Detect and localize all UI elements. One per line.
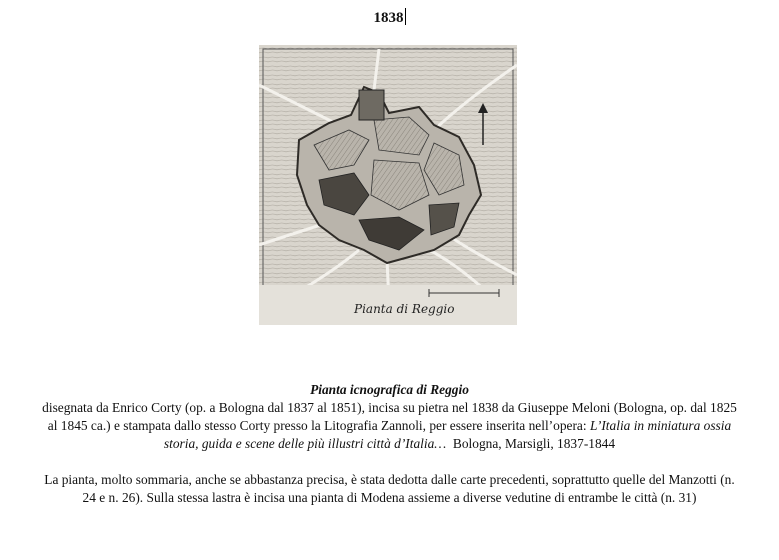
caption-description [40,399,739,453]
map-engraving-image [259,45,517,325]
map-caption [40,381,739,507]
map-inscription: Pianta di Reggio [354,302,455,316]
map-drawing [259,45,517,325]
caption-title: Pianta icnografica di Reggio [310,382,469,397]
caption-description-text: disegnata da Enrico Corty (op. a Bologna dal 1837 al 1851), incisa su pietra nel 1838 da Giuseppe Meloni (Bologna, op. dal 1825 al 1845 ca.) e stampata dallo stesso Corty presso la Litografia Zannoli, per essere inserita nell’opera: [42,400,737,433]
caption-work-title: L’Italia in miniatura ossia storia, guida e scene delle più illustri città d’Italia… [163,418,732,451]
text-cursor [405,8,406,25]
caption-note: La pianta, molto sommaria, anche se abbastanza precisa, è stata dedotta dalle carte precedenti, soprattutto quelle del Manzotti (n. 24 e n. 26). Sulla stessa lastra è incisa una pianta di Modena assieme a diverse vedutine di entrambe le città (n. 31) [44,472,735,505]
page-year-heading [0,8,779,27]
year-text: 1838 [373,10,404,26]
paragraph-spacer [40,453,739,471]
caption-publication: Bologna, Marsigli, 1837-1844 [446,436,616,451]
